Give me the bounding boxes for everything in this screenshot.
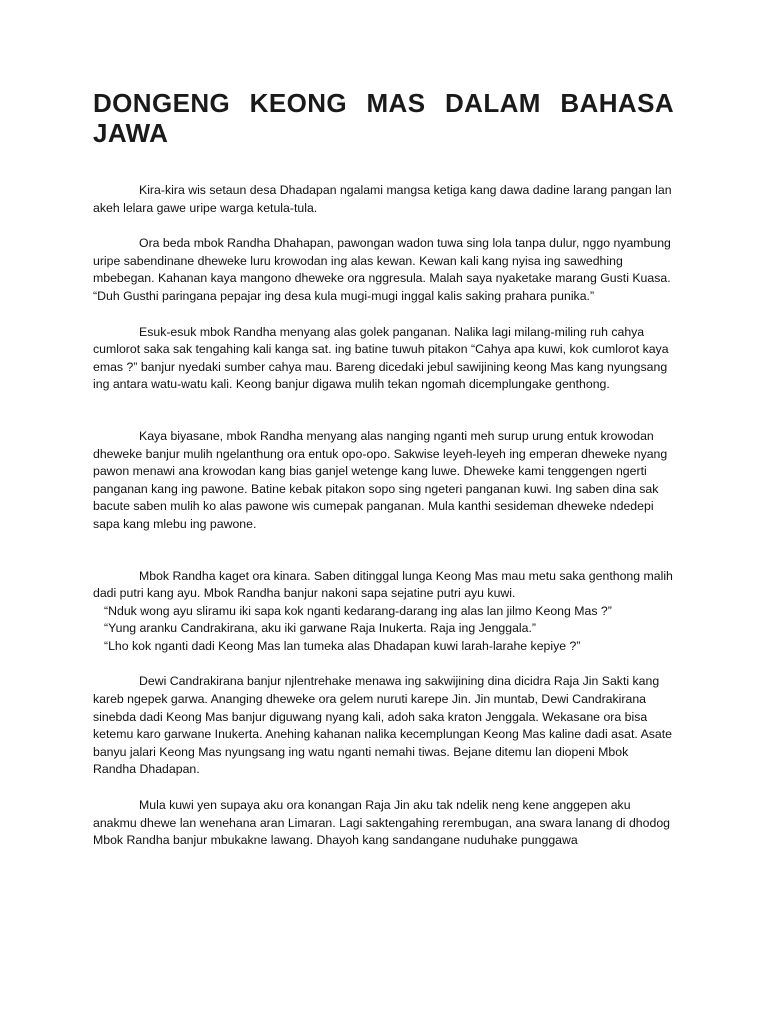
paragraph: Kira-kira wis setaun desa Dhadapan ngalami mangsa ketiga kang dawa dadine larang pangan lan akeh lelara gawe uripe warga ketula-tula. <box>93 183 672 215</box>
dialogue-line: “Nduk wong ayu sliramu iki sapa kok nganti kedarang-darang ing alas lan jilmo Keong Mas ?” <box>104 603 612 618</box>
paragraph: Kaya biyasane, mbok Randha menyang alas nanging nganti meh surup urung entuk krowodan dheweke banjur mulih ngelanthung ora entuk opo-opo. Sakwise leyeh-leyeh ing emperan dheweke nyang pawon menawi ana krowodan kang bias ganjel wetenge kang luwe. Dheweke kami tenggengen ngerti panganan kang ing pawone. Batine kebak pitakon sopo sing ngeteri panganan kuwi. Ing saben dina sak bacute saben mulih ko alas pawone wis cumepak panganan. Mula kanthi sesideman dheweke ndedepi sapa kang mlebu ing pawone. <box>93 428 668 531</box>
paragraph: Mbok Randha kaget ora kinara. Saben ditinggal lunga Keong Mas mau metu saka genthong malih dadi putri kang ayu. Mbok Randha banjur nakoni sapa sejatine putri ayu kuwi. <box>93 568 673 601</box>
dialogue-line: “Lho kok nganti dadi Keong Mas lan tumeka alas Dhadapan kuwi larah-larahe kepiye ?” <box>104 638 581 653</box>
paragraph: Esuk-esuk mbok Randha menyang alas golek panganan. Nalika lagi milang-miling ruh cahya cumlorot saka sak tengahing kali kanga sat. ing batine tuwuh pitakon “Cahya apa kuwi, kok cumlorot kaya emas ?” banjur nyedaki sumber cahya mau. Bareng dicedaki jebul sawijining keong Mas kang nyungsang ing antara watu-watu kali. Keong banjur digawa mulih tekan ngomah dicemplungake genthong. <box>93 324 669 392</box>
paragraph: Dewi Candrakirana banjur njlentrehake menawa ing sakwijining dina dicidra Raja Jin Sakti kang kareb ngepek garwa. Ananging dheweke ora gelem nuruti karepe Jin. Jin muntab, Dewi Candrakirana sinebda dadi Keong Mas banjur diguwang nyang kali, adoh saka kraton Jenggala. Wekasane ora bisa ketemu karo garwane Inukerta. Anehing kahanan nalika kecemplungan Keong Mas kaline dadi asat. Asate banyu jalari Keong Mas nyungsang ing watu nganti nemahi tiwas. Bejane ditemu lan diopeni Mbok Randha Dhadapan. <box>93 674 673 777</box>
document-title: DONGENG KEONG MAS DALAM BAHASA JAWA <box>93 88 674 148</box>
paragraph: Mula kuwi yen supaya aku ora konangan Raja Jin aku tak ndelik neng kene anggepen aku anakmu dhewe lan wenehana aran Limaran. Lagi saktengahing rerembugan, ana swara lanang di dhodog Mbok Randha banjur mbukakne lawang. Dhayoh kang sandangane nuduhake punggawa <box>93 798 670 848</box>
paragraph: Ora beda mbok Randha Dhahapan, pawongan wadon tuwa sing lola tanpa dulur, nggo nyambung uripe sabendinane dheweke luru krowodan ing alas kewan. Kewan kali kang nyisa ing sawedhing mbebegan. Kahanan kaya mangono dheweke ora nggresula. Malah saya nyaketake marang Gusti Kuasa. “Duh Gusthi paringana pepajar ing desa kula mugi-mugi inggal kalis saking prahara punika.” <box>93 236 671 303</box>
dialogue-line: “Yung aranku Candrakirana, aku iki garwane Raja Inukerta. Raja ing Jenggala.” <box>104 621 537 636</box>
